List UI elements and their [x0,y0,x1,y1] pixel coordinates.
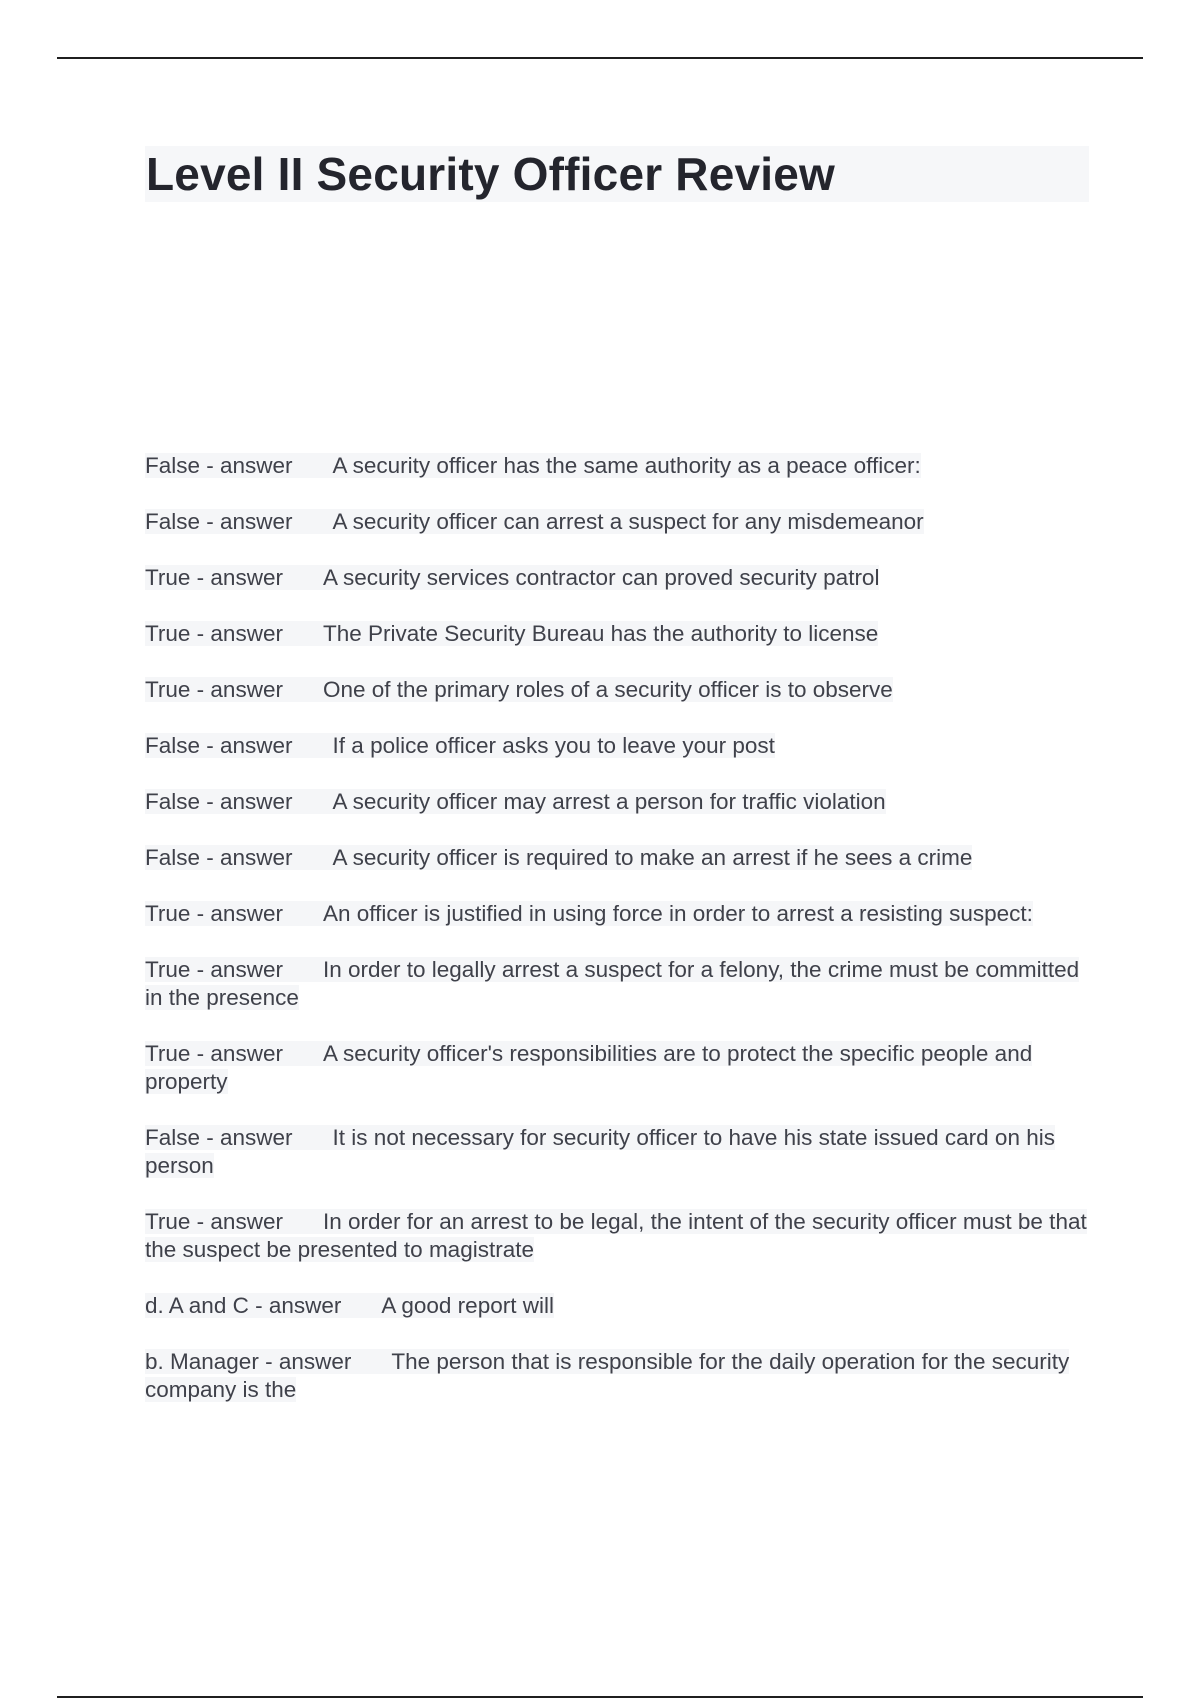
qa-item [145,1292,1090,1320]
qa-item [145,900,1090,928]
qa-question: A security officer is required to make an arrest if he sees a crime [332,845,973,870]
qa-answer: True - answer [145,677,283,702]
qa-item [145,508,1090,536]
qa-item-text [145,677,893,702]
qa-answer: b. Manager - answer [145,1349,352,1374]
qa-question: A security officer's responsibilities are to protect the specific people and property [145,1041,1033,1094]
qa-item-text [145,1125,1055,1178]
qa-answer: False - answer [145,453,293,478]
qa-list [145,452,1090,1432]
qa-answer: False - answer [145,845,293,870]
qa-item [145,956,1090,1012]
qa-question: In order to legally arrest a suspect for a felony, the crime must be committed in the presence [145,957,1080,1010]
qa-item [145,1124,1090,1180]
qa-question: A security officer can arrest a suspect for any misdemeanor [332,509,924,534]
qa-item-text [145,1293,554,1318]
page-title: Level II Security Officer Review [146,148,836,200]
qa-question: If a police officer asks you to leave your post [332,733,775,758]
qa-item-text [145,901,1033,926]
qa-item-text [145,621,878,646]
top-rule [57,57,1143,59]
qa-item-text [145,1041,1032,1094]
qa-answer: True - answer [145,621,283,646]
qa-item [145,676,1090,704]
qa-item [145,564,1090,592]
qa-item-text [145,453,921,478]
qa-item-text [145,789,886,814]
qa-question: A good report will [381,1293,554,1318]
qa-answer: True - answer [145,901,283,926]
qa-question: A security officer may arrest a person for traffic violation [332,789,886,814]
qa-question: It is not necessary for security officer to have his state issued card on his person [145,1125,1055,1178]
qa-question: An officer is justified in using force in order to arrest a resisting suspect: [322,901,1033,926]
qa-item [145,844,1090,872]
qa-answer: True - answer [145,565,283,590]
qa-item-text [145,1349,1069,1402]
qa-answer: False - answer [145,789,293,814]
qa-question: The person that is responsible for the daily operation for the security company is the [145,1349,1070,1402]
qa-item [145,1040,1090,1096]
qa-item [145,788,1090,816]
qa-item [145,732,1090,760]
qa-question: A security officer has the same authority as a peace officer: [332,453,921,478]
qa-item-text [145,509,924,534]
qa-item [145,452,1090,480]
qa-item-text [145,1209,1087,1262]
qa-item-text [145,733,775,758]
qa-item [145,1208,1090,1264]
qa-answer: False - answer [145,509,293,534]
qa-answer: False - answer [145,733,293,758]
qa-question: The Private Security Bureau has the authority to license [322,621,879,646]
qa-answer: d. A and C - answer [145,1293,342,1318]
qa-answer: True - answer [145,1041,283,1066]
qa-item-text [145,957,1079,1010]
bottom-rule [57,1696,1143,1698]
qa-question: One of the primary roles of a security officer is to observe [322,677,893,702]
qa-item-text [145,565,879,590]
qa-item-text [145,845,972,870]
qa-item [145,620,1090,648]
qa-answer: True - answer [145,1209,283,1234]
qa-question: A security services contractor can proved security patrol [322,565,880,590]
qa-answer: True - answer [145,957,283,982]
title-block [145,146,1089,202]
qa-item [145,1348,1090,1404]
qa-answer: False - answer [145,1125,293,1150]
qa-question: In order for an arrest to be legal, the intent of the security officer must be that the suspect be presented to magistrate [145,1209,1087,1262]
